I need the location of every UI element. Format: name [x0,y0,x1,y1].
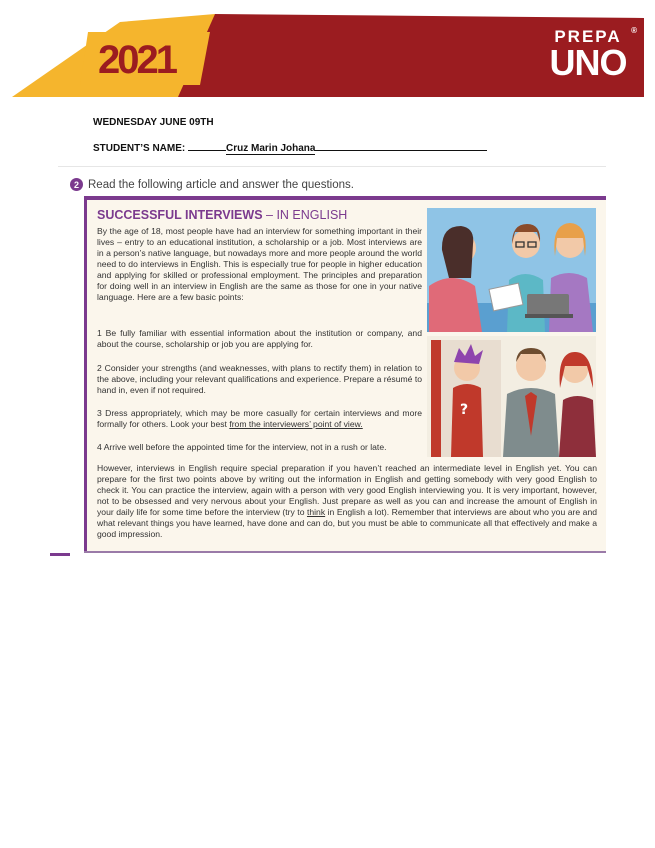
svg-text:?: ? [460,402,469,418]
article-top-border [84,196,606,200]
article-point-1: 1 Be fully familiar with essential information about the institution or company, and about the course, scholarship or job you are applying for. [97,328,422,349]
conclusion-text-a: However, interviews in English require special preparation if you haven’t reached an intermediate level in English yet. You can prepare for the first two points above by writing out the information in English and getting somebody with very good English to check it. You can practice the interview, again with a person with very good English interviewing you. It is very important, however, not to be obsessed and very nervous about your English. Just prepare as well as you can and increase the amount of English in your daily life for some time before the interview (try to [97,463,597,517]
article-left-border [84,196,87,553]
interview-illustration [427,208,596,332]
point-3-underlined: from the interviewers’ point of view. [229,419,363,429]
point-3-text: 3 Dress appropriately, which may be more casually for certain interviews and more formally for others. Look your best [97,408,422,429]
exercise-number-badge: 2 [70,178,83,191]
name-blank-left [188,142,226,151]
exercise-instruction [70,178,354,191]
article-conclusion [97,463,597,540]
student-name-label: STUDENT’S NAME: [93,143,186,154]
article-point-2: 2 Consider your strengths (and weaknesses, with plans to rectify them) in relation to the above, including your relevant qualifications and experience. Prepare a résumé to hand in, even if not required. [97,363,422,395]
registered-mark: ® [631,26,637,35]
article-intro: By the age of 18, most people have had an interview for something important in their lives – entry to an educational institution, a scholarship or a job. Most interviews are in a person’s native language, but nowadays more and more people around the world need to do interviews in English. This is especially true for people in higher education and applying for skilled or professional employment. The principles and preparation for doing well in an interview in English are the same as those for one in your native language. Here are a few basic points: [97,226,422,302]
name-blank-right [315,142,487,151]
instruction-text: Read the following article and answer the questions. [88,178,354,191]
page-marker [50,553,70,556]
article-point-4: 4 Arrive well before the appointed time for the interview, not in a rush or late. [97,442,387,452]
conclusion-text-b: in English a lot). Remember that interviews are about who you are and what relevant things you have learned, have done and can do, but you must be able to communicate all that effectively and make a good impression. [97,507,597,539]
article-title [97,208,347,222]
waiting-illustration [427,336,596,457]
article-point-3 [97,408,422,430]
article-title-sub: – IN ENGLISH [266,208,348,222]
prepa-uno-logo [543,26,637,83]
date-line: WEDNESDAY JUNE 09TH [93,117,214,128]
logo-text-bottom: UNO [549,42,627,83]
conclusion-think: think [306,507,326,517]
student-name-line [93,142,487,154]
year-label: 2021 [98,38,175,82]
student-name-value[interactable]: Cruz Marin Johana [226,143,316,154]
header-banner [0,0,655,100]
section-divider [58,166,606,167]
article-title-main: SUCCESSFUL INTERVIEWS [97,208,263,222]
logo-text-top: PREPA [554,27,622,46]
article-bottom-border [84,551,606,553]
